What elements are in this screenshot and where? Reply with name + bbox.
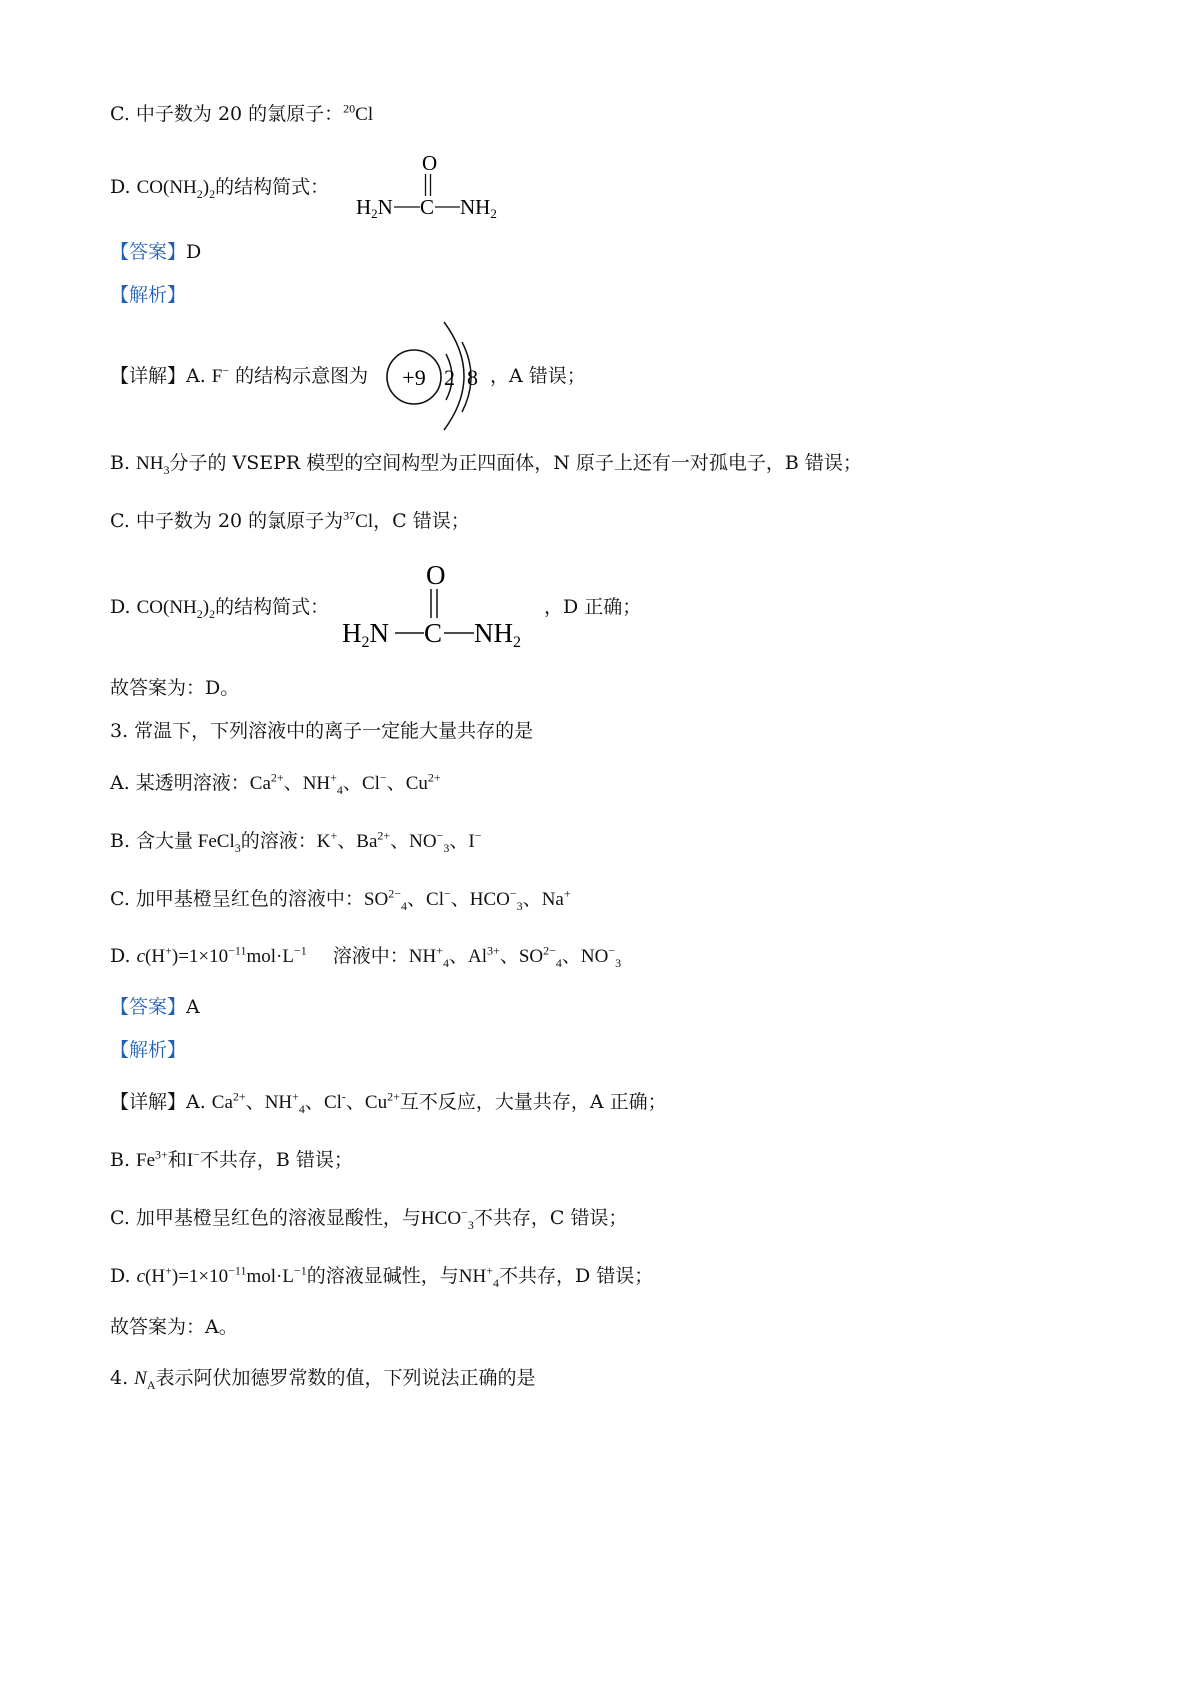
q2-option-c: C. 中子数为 20 的氯原子：$^{20}$Cl — [110, 101, 374, 125]
q3-detail-c: C. 加甲基橙呈红色的溶液显酸性，与$HCO^-_3$不共存，C 错误； — [110, 1205, 628, 1232]
svg-text:H2N: H2N — [356, 195, 393, 221]
q2-option-d: D. $CO(NH_2)_2$的结构简式： — [110, 176, 330, 201]
urea-structure-large — [338, 558, 548, 653]
q2-detail-a-suffix: ，A 错误； — [490, 365, 586, 387]
q2-analysis-label: 【解析】 — [110, 284, 187, 306]
q3-detail-b: B. $Fe^{3+}$和I−不共存，B 错误； — [110, 1147, 353, 1171]
electron-shell-arcs — [440, 318, 490, 434]
svg-text:2: 2 — [444, 365, 455, 390]
q2-detail-c: C. 中子数为 20 的氯原子为$^{37}$Cl，C 错误； — [110, 508, 470, 532]
q2-detail-a: 【详解】A. F− 的结构示意图为 — [110, 363, 369, 387]
q2-answer: 【答案】D — [110, 241, 202, 263]
q3-conclusion: 故答案为：A。 — [110, 1316, 238, 1338]
q2-conclusion: 故答案为：D。 — [110, 677, 240, 699]
q2-detail-d-suffix: ，D 正确； — [544, 596, 642, 618]
q3-detail-a: 【详解】A. $Ca^{2+}$、$NH^+_4$、Cl-、$Cu^{2+}$互不反应，大量共存，A 正确； — [110, 1089, 667, 1116]
svg-text:O: O — [422, 151, 438, 175]
q3-option-d: D. $c(H^+)=1\times 10^{-11}mol\cdot L^{-1}$ 溶液中：$NH^+_4$、$Al^{3+}$、$SO^{2-}_4$、$NO^-_3$ — [110, 943, 622, 970]
q3-detail-d: D. $c(H^+)=1\times 10^{-11}mol\cdot L^{-1}$的溶液显碱性，与$NH^+_4$不共存，D 错误； — [110, 1263, 654, 1290]
svg-text:NH2: NH2 — [460, 195, 497, 221]
q4-stem: 4. $N_A$表示阿伏加德罗常数的值，下列说法正确的是 — [110, 1367, 536, 1392]
urea-formula: $CO(NH_2)_2$ — [136, 177, 216, 201]
q3-stem: 3. 常温下，下列溶液中的离子一定能大量共存的是 — [110, 720, 534, 742]
q3-analysis-label: 【解析】 — [110, 1039, 187, 1061]
q3-option-a: A. 某透明溶液：$Ca^{2+}$、$NH^+_4$、Cl−、$Cu^{2+}$ — [110, 770, 441, 797]
svg-text:8: 8 — [467, 365, 478, 390]
svg-text:C: C — [420, 195, 435, 219]
svg-text:C: C — [424, 618, 443, 648]
svg-text:H2N: H2N — [342, 618, 389, 651]
svg-text:O: O — [426, 560, 446, 590]
svg-text:+9: +9 — [402, 365, 426, 390]
q3-answer: 【答案】A — [110, 996, 200, 1018]
q3-option-c: C. 加甲基橙呈红色的溶液中：$SO^{2-}_4$、Cl−、$HCO^-_3$、Na+ — [110, 886, 571, 913]
q2-detail-b: B. $NH_3$分子的 VSEPR 模型的空间构型为正四面体，N 原子上还有一对孤电子，B 错误； — [110, 452, 862, 477]
q3-option-b: B. 含大量 FeCl$_3$的溶液：K+、$Ba^{2+}$、$NO^-_3$、I− — [110, 828, 482, 855]
svg-text:NH2: NH2 — [474, 618, 521, 651]
q2-detail-d: D. $CO(NH_2)_2$的结构简式： — [110, 596, 330, 621]
urea-structure-small — [350, 150, 520, 225]
